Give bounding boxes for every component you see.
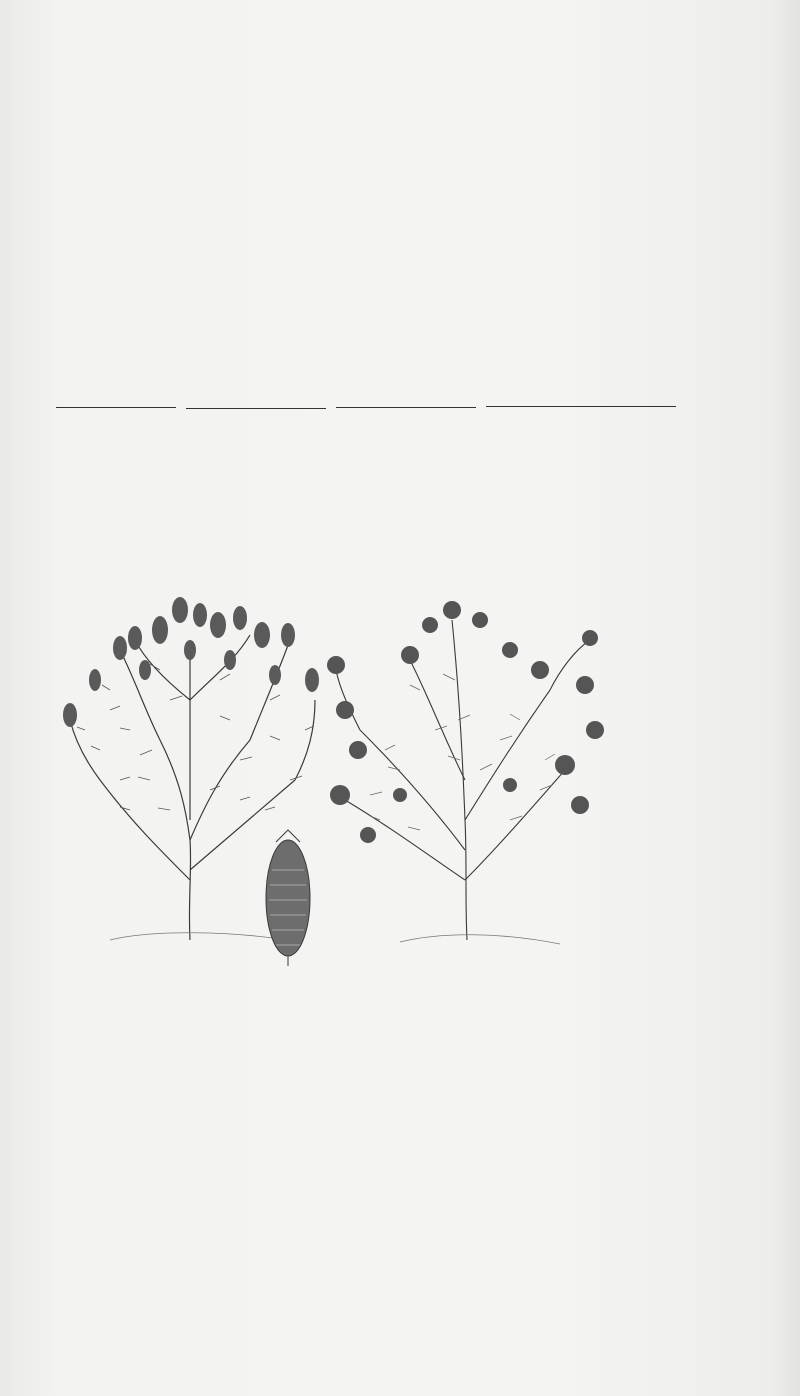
page-edge-shadow	[770, 0, 800, 1396]
running-head	[200, 78, 760, 118]
stoechas-citrin-illustration	[327, 601, 604, 944]
section-rule	[56, 404, 676, 412]
botanical-plate	[40, 580, 680, 970]
stoechas-flower-detail-illustration	[266, 830, 310, 966]
